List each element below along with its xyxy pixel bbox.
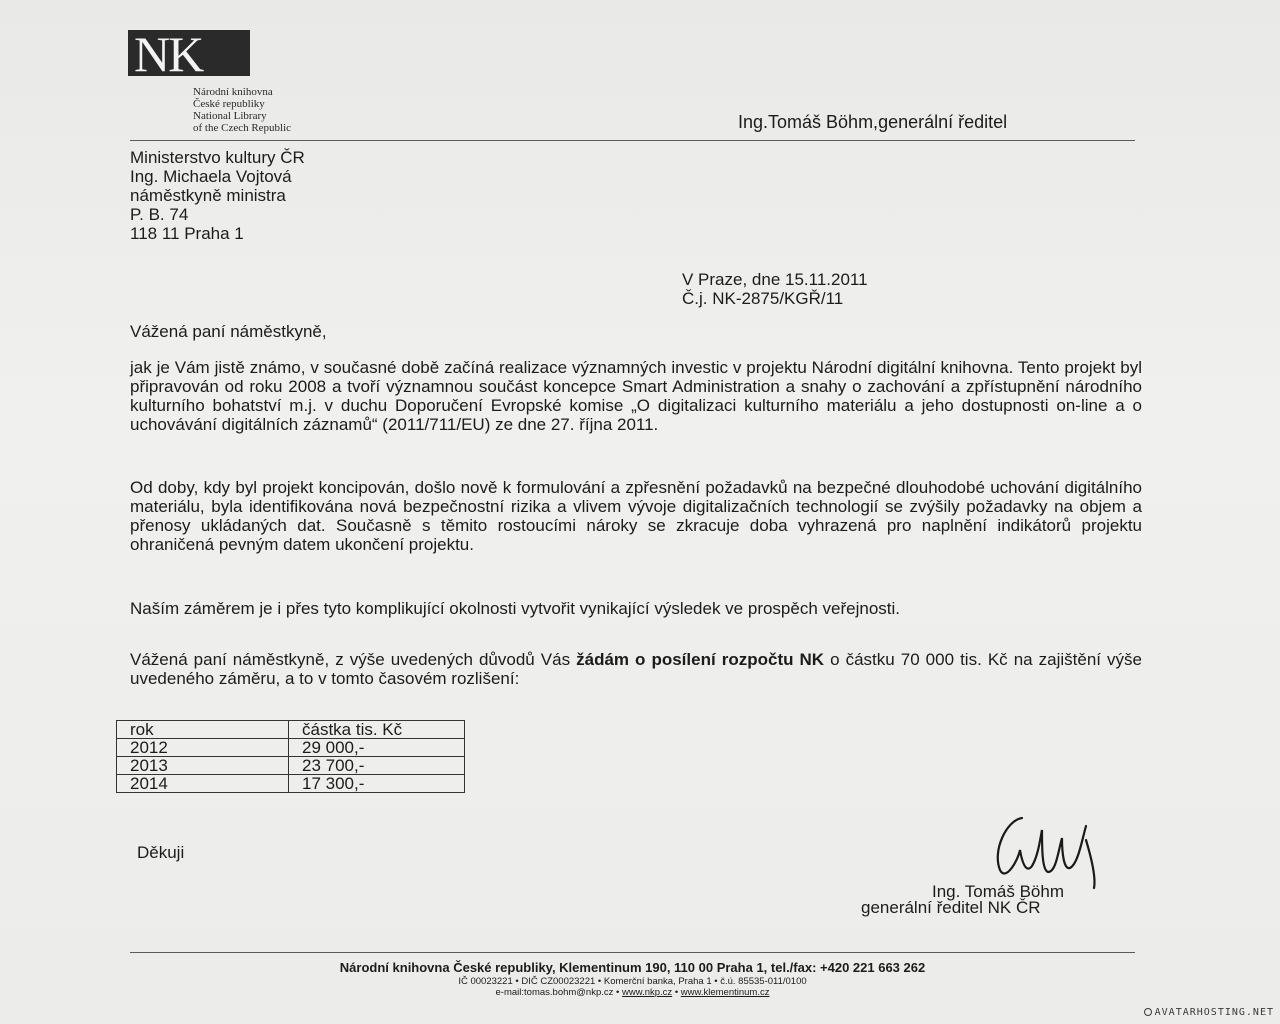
- footer-email: e-mail:tomas.bohm@nkp.cz: [495, 987, 614, 998]
- recipient-line: Ministerstvo kultury ČR: [130, 148, 305, 167]
- signatory-title: generální ředitel NK ČR: [861, 898, 1041, 917]
- recipient-line: P. B. 74: [130, 205, 189, 224]
- table-row: [117, 775, 465, 793]
- column-header-year: rok: [117, 721, 289, 739]
- institution-name-line: Národní knihovna: [193, 86, 273, 98]
- letter-footer: [130, 960, 1135, 998]
- amount-cell: 17 300,-: [289, 775, 465, 793]
- handwritten-signature: [982, 800, 1142, 890]
- footer-contacts: [130, 987, 1135, 998]
- paragraph-request: [130, 650, 1142, 688]
- year-cell: 2014: [117, 775, 289, 793]
- sender-header: Ing.Tomáš Böhm,generální ředitel: [738, 112, 1008, 132]
- date-block: [682, 270, 868, 308]
- closing-thanks: Děkuji: [137, 843, 185, 862]
- table-row: [117, 757, 465, 775]
- footer-bank-details: IČ 00023221 • DIČ CZ00023221 • Komerční banka, Praha 1 • č.ú. 85535-011/0100: [458, 976, 807, 987]
- recipient-line: náměstkyně ministra: [130, 186, 286, 205]
- year-cell: 2012: [117, 739, 289, 757]
- paragraph-risks: Od doby, kdy byl projekt koncipován, došlo nově k formulování a zpřesnění požadavků na bezpečné dlouhodobé uchování digitálního materiálu, byla identifikována nová bezpečnostní rizika a vlivem vývoje digitalizačních technologií se zvýšily požadavky na objem a přenosy ukládaných dat. Současně s těmito rostoucími nároky se zkracuje doba vyhrazená pro naplnění indikátorů projektu ohraničená pevným datem ukončení projektu.: [130, 478, 1142, 554]
- watermark-icon: [1144, 1008, 1152, 1016]
- recipient-line: Ing. Michaela Vojtová: [130, 167, 292, 186]
- institution-name-block: [193, 86, 291, 134]
- institution-name-line: of the Czech Republic: [193, 122, 292, 134]
- footer-divider: [130, 952, 1135, 953]
- amount-cell: 29 000,-: [289, 739, 465, 757]
- table-row: [117, 739, 465, 757]
- budget-table: [116, 720, 465, 793]
- request-emphasis: žádám o posílení rozpočtu NK: [576, 650, 825, 669]
- footer-separator: •: [674, 987, 679, 998]
- column-header-amount: částka tis. Kč: [289, 721, 465, 739]
- header-divider: [130, 140, 1135, 141]
- signatory-name: Ing. Tomáš Böhm: [932, 882, 1064, 901]
- recipient-line: 118 11 Praha 1: [130, 224, 244, 243]
- amount-cell: 23 700,-: [289, 757, 465, 775]
- request-text: Vážená paní náměstkyně, z výše uvedených důvodů Vás: [130, 650, 577, 669]
- hosting-watermark: [1144, 1007, 1274, 1018]
- letter-date: V Praze, dne 15.11.2011: [682, 270, 868, 289]
- reference-number: Č.j. NK-2875/KGŘ/11: [682, 289, 844, 308]
- footer-link-klementinum[interactable]: www.klementinum.cz: [680, 987, 770, 998]
- watermark-text: AVATARHOSTING.NET: [1154, 1007, 1274, 1018]
- recipient-address: [130, 148, 305, 243]
- institution-name-line: National Library: [193, 110, 267, 122]
- nk-logo: NK: [134, 26, 203, 82]
- footer-link-nkp[interactable]: www.nkp.cz: [622, 987, 673, 998]
- footer-address: Národní knihovna České republiky, Klementinum 190, 110 00 Praha 1, tel./fax: +420 221 663 262: [339, 960, 926, 975]
- year-cell: 2013: [117, 757, 289, 775]
- paragraph-intent: Naším záměrem je i přes tyto komplikující okolnosti vytvořit vynikající výsledek ve prospěch veřejnosti.: [130, 599, 900, 618]
- institution-name-line: České republiky: [193, 98, 265, 110]
- paragraph-intro: jak je Vám jistě známo, v současné době začíná realizace významných investic v projektu Národní digitální knihovna. Tento projekt byl připravován od roku 2008 a tvoří významnou součást koncepce Smart Administration a snahy o zachování a zpřístupnění národního kulturního bohatství m.j. v duchu Doporučení Evropské komise „O digitalizaci kulturního materiálu a jeho dostupnosti on-line a o uchovávání digitálních záznamů“ (2011/711/EU) ze dne 27. října 2011.: [130, 358, 1142, 434]
- table-header-row: [117, 721, 465, 739]
- salutation: Vážená paní náměstkyně,: [130, 322, 327, 341]
- footer-separator: •: [616, 987, 620, 998]
- request-text-end: o částku 70 000 tis. Kč na zajištění výše uvedeného záměru, a to v tomto časovém rozlišení:: [130, 650, 1142, 688]
